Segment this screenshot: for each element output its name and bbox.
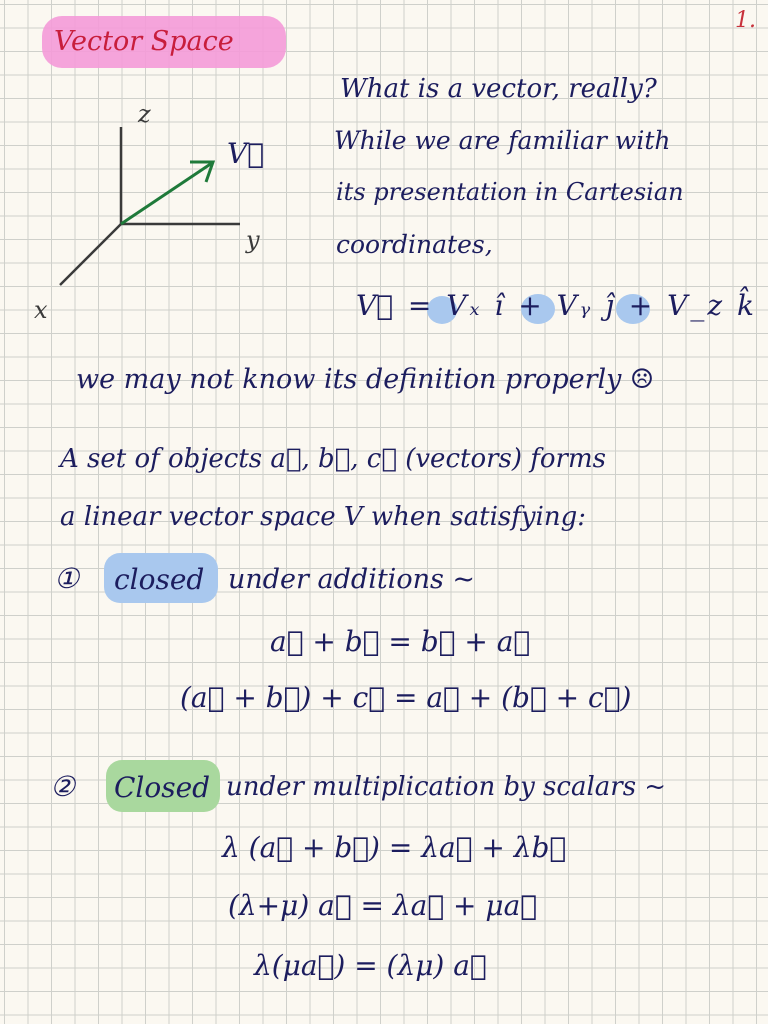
cartesian-equation: V⃗ = Vₓ î + Vᵧ ĵ + V_z k̂ (356, 289, 758, 322)
set-line-1: A set of objects a⃗, b⃗, c⃗ (vectors) forms (60, 444, 606, 474)
condition-1-number: ① (54, 562, 80, 595)
scalar-distributive-scalars: (λ+μ) a⃗ = λa⃗ + μa⃗ (228, 889, 538, 922)
vector-label: V⃗ (227, 137, 265, 170)
condition-2-text: under multiplication by scalars ~ (226, 772, 667, 802)
z-axis-label: z (138, 100, 151, 128)
vector-arrow-line (121, 163, 212, 224)
x-axis-label: x (34, 296, 48, 324)
condition-1-keyword: closed (114, 563, 205, 596)
condition-2-keyword: Closed (114, 771, 211, 804)
scalar-associative: λ(μa⃗) = (λμ) a⃗ (254, 949, 487, 982)
commutative-equation: a⃗ + b⃗ = b⃗ + a⃗ (270, 625, 531, 658)
page-title: Vector Space (54, 26, 234, 57)
set-line-2: a linear vector space V when satisfying: (60, 502, 587, 532)
page-number: 1. (735, 8, 756, 33)
intro-line-2: While we are familiar with (334, 126, 671, 155)
condition-1-text: under additions ~ (228, 564, 476, 595)
intro-line-1: What is a vector, really? (340, 74, 657, 104)
x-axis-line (60, 224, 121, 285)
scalar-distributive-vectors: λ (a⃗ + b⃗) = λa⃗ + λb⃗ (222, 831, 567, 864)
axes-diagram (0, 0, 330, 340)
intro-line-4: coordinates, (336, 230, 493, 259)
condition-2-number: ② (50, 770, 76, 803)
associative-equation: (a⃗ + b⃗) + c⃗ = a⃗ + (b⃗ + c⃗) (180, 681, 632, 714)
definition-remark: we may not know its definition properly ☹ (76, 364, 655, 395)
intro-line-3: its presentation in Cartesian (336, 178, 684, 206)
y-axis-label: y (246, 226, 260, 254)
